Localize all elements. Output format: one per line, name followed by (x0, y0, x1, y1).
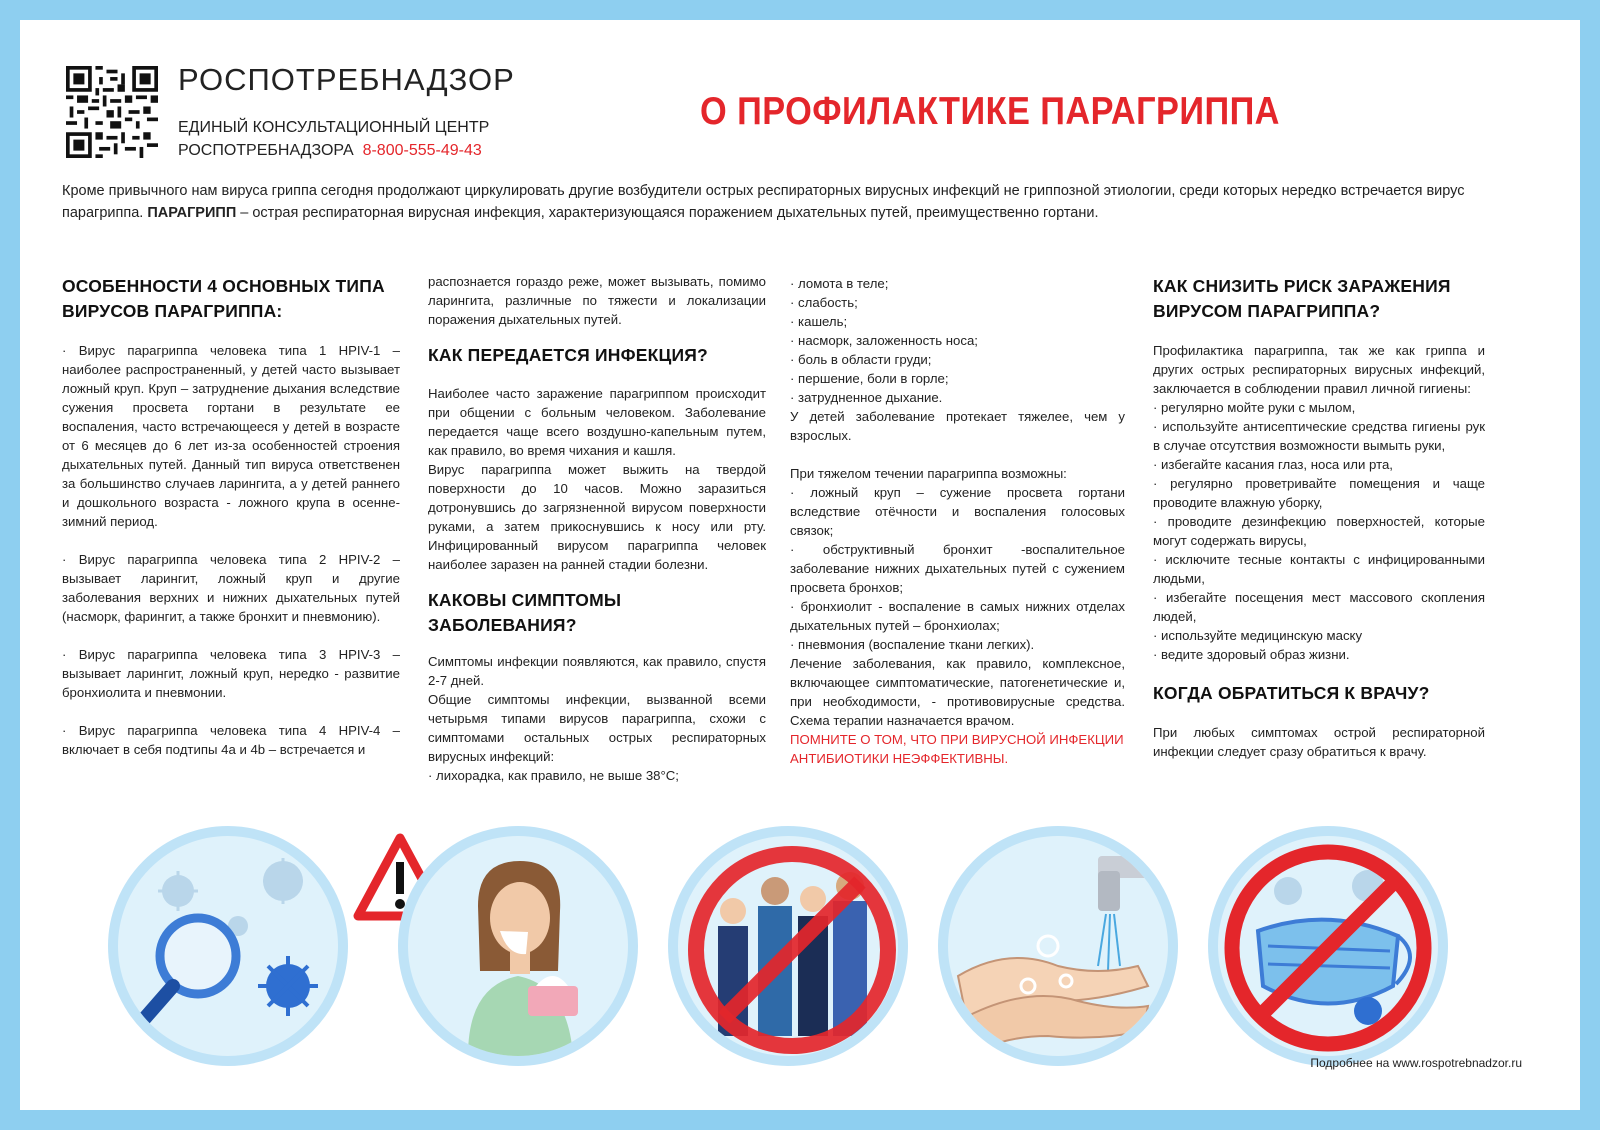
prevention-rule: · используйте медицинскую маску (1153, 628, 1363, 643)
symptoms-onset: Симптомы инфекции появляются, как правило, спустя 2-7 дней. (428, 654, 766, 688)
children-note: У детей заболевание протекает тяжелее, чем у взрослых. (790, 409, 1125, 443)
person-sneezing-icon (408, 836, 628, 1056)
treatment-text: Лечение заболевания, как правило, комплексное, включающее симптоматические, патогенетические и, при необходимости, - противовирусные средства. Схема терапии назначается врачом. (790, 656, 1125, 728)
prevention-rule: · регулярно мойте руки с мылом, (1153, 400, 1356, 415)
symptom-item: · кашель; (790, 314, 848, 329)
heading-prevention: КАК СНИЗИТЬ РИСК ЗАРАЖЕНИЯ ВИРУСОМ ПАРАГРИППА? (1153, 276, 1451, 321)
prevention-rule: · избегайте касания глаз, носа или рта, (1153, 457, 1393, 472)
prohibition-icon (682, 840, 902, 1060)
heading-transmission: КАК ПЕРЕДАЕТСЯ ИНФЕКЦИЯ? (428, 345, 708, 365)
virus-type-4: · Вирус парагриппа человека типа 4 HPIV-4 – включает в себя подтипы 4а и 4b – встречается и (62, 723, 400, 757)
sneezing-woman-illustration (398, 826, 638, 1066)
complication-item: · обструктивный бронхит -воспалительное заболевание нижних дыхательных путей с сужением просвета бронхов; (790, 542, 1125, 595)
virus-type-3: · Вирус парагриппа человека типа 3 HPIV-3 – вызывает ларингит, ложный круп, нередко - развитие бронхиолита и пневмонии. (62, 647, 400, 700)
symptom-item: · боль в области груди; (790, 352, 932, 367)
symptom-item: · першение, боли в горле; (790, 371, 949, 386)
consult-center-line2: РОСПОТРЕБНАДЗОРА (178, 142, 354, 159)
prevention-intro: Профилактика парагриппа, так же как гриппа и других острых респираторных вирусных инфекций, заключается в соблюдении правил личной гигиены: (1153, 343, 1485, 396)
page-title: О ПРОФИЛАКТИКЕ ПАРАГРИППА (700, 90, 1280, 133)
doctor-advice: При любых симптомах острой респираторной инфекции следует сразу обратиться к врачу. (1153, 725, 1485, 759)
virus-type-2: · Вирус парагриппа человека типа 2 HPIV-2 – вызывает ларингит, ложный круп и другие заболевания верхних и нижних дыхательных путей (насморк, фарингит, а также бронхит и пневмонию). (62, 552, 400, 624)
hand-washing-illustration (938, 826, 1178, 1066)
poster (20, 20, 1580, 1110)
prevention-rule: · ведите здоровый образ жизни. (1153, 647, 1350, 662)
transmission-text-1: Наиболее часто заражение парагриппом происходит при общении с больным человеком. Заболевание передается чаще всего воздушно-капельным путем, как правило, во время чихания и кашля. (428, 386, 766, 458)
qr-code-icon (66, 66, 158, 158)
antibiotics-warning: ПОМНИТЕ О ТОМ, ЧТО ПРИ ВИРУСНОЙ ИНФЕКЦИИ АНТИБИОТИКИ НЕЭФФЕКТИВНЫ. (790, 732, 1124, 766)
heading-virus-types: ОСОБЕННОСТИ 4 ОСНОВНЫХ ТИПА ВИРУСОВ ПАРАГРИППА: (62, 276, 385, 321)
prevention-rule: · используйте антисептические средства гигиены рук в случае отсутствия возможности вымыть руки, (1153, 419, 1485, 453)
symptom-item: · ломота в теле; (790, 276, 889, 291)
column-virus-types (62, 274, 400, 759)
virus-type-1: · Вирус парагриппа человека типа 1 HPIV-1 – наиболее распространенный, у детей часто вызывает ложный круп. Круп – затруднение дыхания вследствие сужения просвета гортани в результате ее воспаления, часто встречающееся у детей в возрасте от 6 месяцев до 6 лет из-за особенностей строения дыхательных путей. Данный тип вируса ответственен за большинство случаев ларингита, а у детей раннего и дошкольного возраста - ложного крупа в осенне-зимний период. (62, 343, 400, 529)
symptom-fever: · лихорадка, как правило, не выше 38°С; (428, 768, 679, 783)
virus-magnifier-illustration (108, 826, 348, 1066)
symptom-item: · насморк, заложенность носа; (790, 333, 978, 348)
column-complications (790, 274, 1125, 768)
consult-center-line1: ЕДИНЫЙ КОНСУЛЬТАЦИОННЫЙ ЦЕНТР (178, 119, 490, 136)
severe-intro: При тяжелом течении парагриппа возможны: (790, 466, 1067, 481)
heading-symptoms: КАКОВЫ СИМПТОМЫ ЗАБОЛЕВАНИЯ? (428, 590, 622, 635)
virus-type-4-continued: распознается гораздо реже, может вызывать, помимо ларингита, различные по тяжести и локализации поражения дыхательных путей. (428, 274, 766, 327)
phone-number: 8-800-555-49-43 (362, 142, 482, 159)
complication-item: · бронхиолит - воспаление в самых нижних отделах дыхательных путей – бронхиолах; (790, 599, 1125, 633)
prevention-rule: · проводите дезинфекцию поверхностей, которые могут содержать вирусы, (1153, 514, 1485, 548)
complication-item: · ложный круп – сужение просвета гортани вследствие отёчности и воспаления голосовых связок; (790, 485, 1125, 538)
prevention-rule: · исключите тесные контакты с инфицированными людьми, (1153, 552, 1485, 586)
column-prevention (1153, 274, 1485, 761)
column-transmission (428, 272, 766, 785)
complication-item: · пневмония (воспаление ткани легких). (790, 637, 1035, 652)
transmission-text-2: Вирус парагриппа может выжить на твердой поверхности до 10 часов. Можно заразиться дотронувшись до загрязненной вирусом поверхности руками, а затем прикоснувшись к носу или рту. Инфицированный вирусом парагриппа человек наиболее заразен на ранней стадии болезни. (428, 462, 766, 572)
consult-center (178, 116, 489, 162)
virus-icon (118, 836, 338, 1056)
symptom-item: · затрудненное дыхание. (790, 390, 943, 405)
prohibition-icon (1218, 838, 1438, 1058)
symptoms-general: Общие симптомы инфекции, вызванной всеми четырьмя типами вирусов парагриппа, схожи с симптомами остальных острых респираторных вирусных инфекций: (428, 692, 766, 764)
prevention-rule: · избегайте посещения мест массового скопления людей, (1153, 590, 1485, 624)
prevention-rule: · регулярно проветривайте помещения и чаще проводите влажную уборку, (1153, 476, 1485, 510)
brand-name: РОСПОТРЕБНАДЗОР (178, 62, 515, 97)
symptom-item: · слабость; (790, 295, 858, 310)
heading-doctor: КОГДА ОБРАТИТЬСЯ К ВРАЧУ? (1153, 683, 1430, 703)
intro-paragraph: Кроме привычного нам вируса гриппа сегодня продолжают циркулировать другие возбудители острых респираторных вирусных инфекций не гриппозной этиологии, среди которых нередко встречается вирус парагриппа. ПАРАГРИПП – острая респираторная вирусная инфекция, характеризующаяся поражением дыхательных путей, преимущественно гортани. (62, 183, 1465, 221)
hand-washing-icon (948, 836, 1168, 1056)
footer-link[interactable]: Подробнее на www.rospotrebnadzor.ru (1310, 1056, 1522, 1070)
